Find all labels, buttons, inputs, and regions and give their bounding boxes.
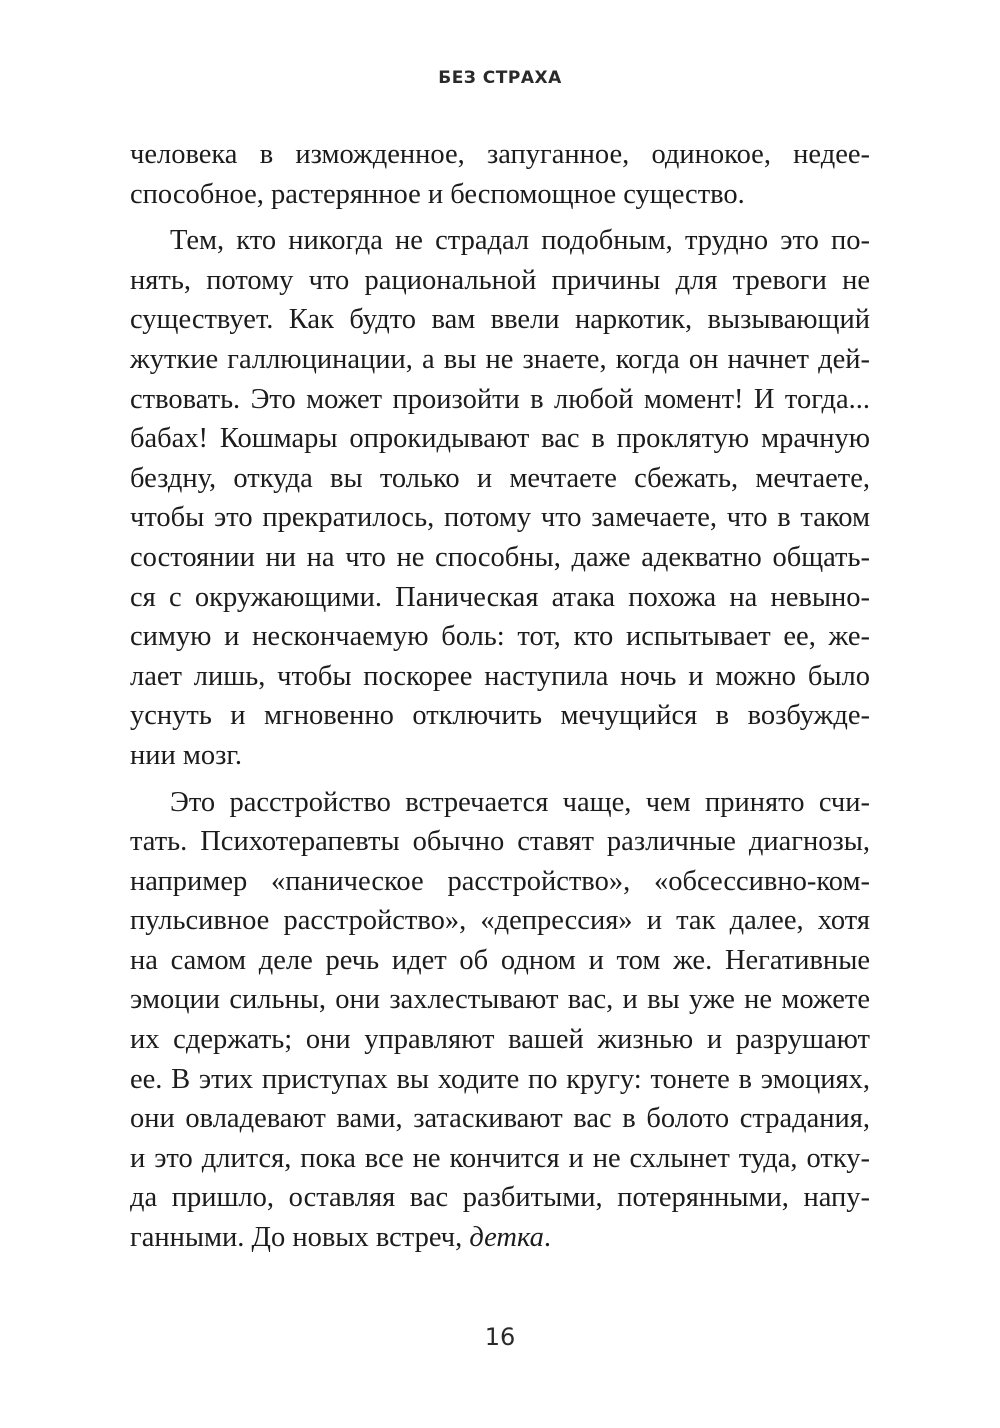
text-line: они овладевают вами, затаскивают вас в болото страдания,: [130, 1103, 870, 1135]
final-line-text: ганными. До новых встреч,: [130, 1222, 470, 1254]
text-line: уснуть и мгновенно отключить мечущийся в возбужде-: [130, 700, 870, 732]
text-line: нять, потому что рациональной причины для тревоги не: [130, 264, 870, 296]
text-line: их сдержать; они управляют вашей жизнью и разрушают: [130, 1024, 870, 1056]
text-line: лает лишь, чтобы поскорее наступила ночь и можно было: [130, 660, 870, 692]
text-line: состоянии ни на что не способны, даже адекватно общать-: [130, 541, 870, 573]
text-line: жуткие галлюцинации, а вы не знаете, когда он начнет дей-: [130, 343, 870, 375]
running-head-title: БЕЗ СТРАХА: [438, 68, 562, 88]
final-line-punctuation: .: [543, 1222, 551, 1254]
text-line: ее. В этих приступах вы ходите по кругу: тонете в эмоциях,: [130, 1063, 870, 1095]
page-number: 16: [484, 1323, 516, 1351]
text-line: ствовать. Это может произойти в любой момент! И тогда...: [130, 383, 870, 415]
text-line: и это длится, пока все не кончится и не схлынет туда, отку-: [130, 1142, 870, 1174]
italic-emphasis: детка: [469, 1222, 544, 1254]
text-line: тать. Психотерапевты обычно ставят различные диагнозы,: [130, 826, 870, 858]
text-line: пульсивное расстройство», «депрессия» и так далее, хотя: [130, 905, 870, 937]
paragraph: [130, 135, 870, 214]
text-line: Тем, кто никогда не страдал подобным, трудно это по-: [170, 225, 870, 257]
text-line: существует. Как будто вам ввели наркотик, вызывающий: [130, 304, 870, 336]
text-line: эмоции сильны, они захлестывают вас, и вы уже не можете: [130, 984, 870, 1016]
text-line: чтобы это прекратилось, потому что замечаете, что в таком: [130, 502, 870, 534]
text-line: например «паническое расстройство», «обсессивно-ком-: [130, 865, 870, 897]
text-line: нии мозг.: [130, 739, 243, 771]
text-line: на самом деле речь идет об одном и том же. Негативные: [130, 944, 870, 976]
text-line: способное, растерянное и беспомощное существо.: [130, 178, 745, 210]
text-line: Это расстройство встречается чаще, чем принято счи-: [170, 786, 870, 818]
paragraph: [130, 221, 870, 775]
text-line: да пришло, оставляя вас разбитыми, потерянными, напу-: [130, 1182, 870, 1214]
text-line: ся с окружающими. Паническая атака похожа на невыно-: [130, 581, 870, 613]
text-line: симую и нескончаемую боль: тот, кто испытывает ее, же-: [130, 621, 870, 653]
text-line: [130, 1218, 870, 1258]
body-text: [130, 135, 870, 1258]
paragraph: [130, 783, 870, 1258]
text-line: бездну, откуда вы только и мечтаете сбежать, мечтаете,: [130, 462, 870, 494]
text-line: бабах! Кошмары опрокидывают вас в проклятую мрачную: [130, 423, 870, 455]
text-line: человека в изможденное, запуганное, одинокое, недее-: [130, 139, 870, 170]
